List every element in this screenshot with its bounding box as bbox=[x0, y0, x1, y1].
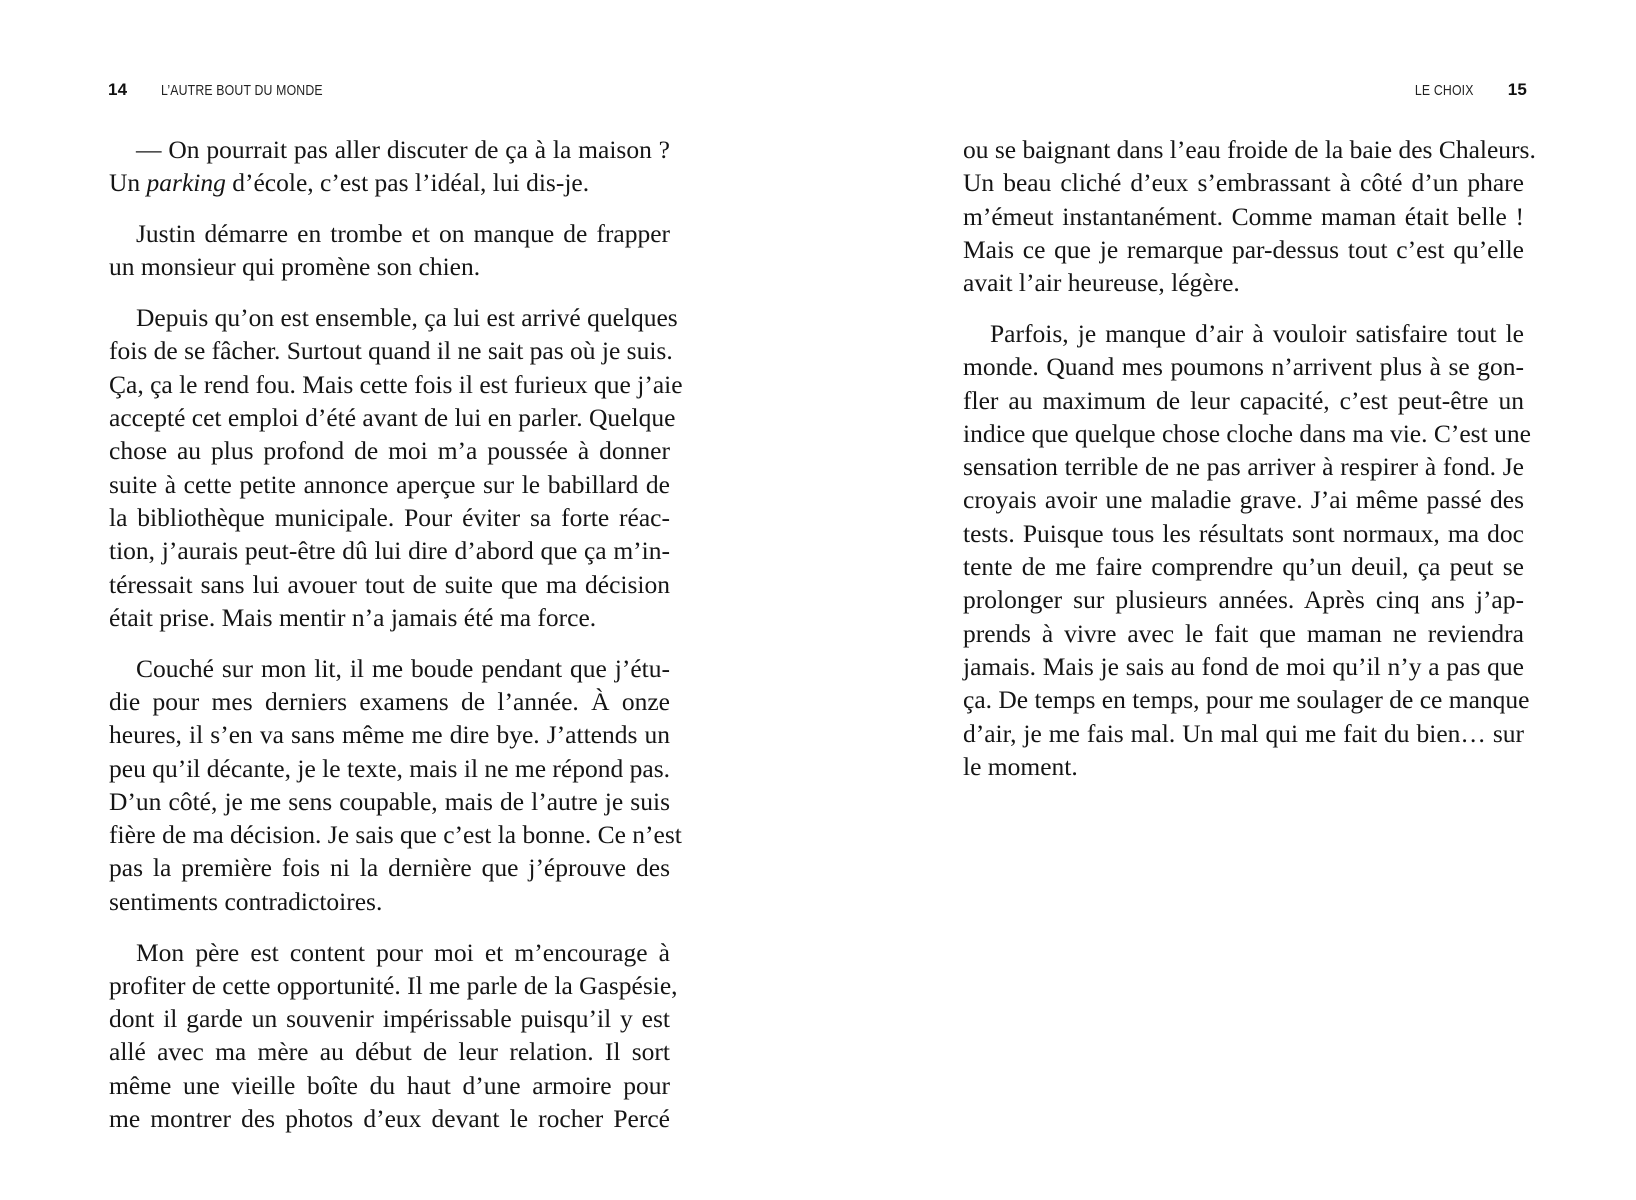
text-run: me montrer des photos d’eux devant le rocher Percé bbox=[109, 1104, 670, 1134]
text-line bbox=[963, 717, 1524, 750]
text-line bbox=[109, 936, 670, 969]
text-run: tion, j’aurais peut-être dû lui dire d’abord que ça m’in- bbox=[109, 536, 670, 566]
text-line bbox=[963, 550, 1524, 583]
text-run: fois de se fâcher. Surtout quand il ne sait pas où je suis. bbox=[109, 336, 673, 366]
text-run: jamais. Mais je sais au fond de moi qu’il n’y a pas que bbox=[963, 651, 1524, 681]
text-line bbox=[109, 685, 670, 718]
text-line bbox=[109, 166, 670, 199]
text-run: Mon père est content pour moi et m’encourage à bbox=[136, 937, 670, 967]
text-line bbox=[109, 1035, 670, 1068]
text-run: fière de ma décision. Je sais que c’est la bonne. Ce n’est bbox=[109, 820, 682, 850]
text-run: d’air, je me fais mal. Un mal qui me fait du bien… sur bbox=[963, 718, 1524, 748]
text-run: Depuis qu’on est ensemble, ça lui est arrivé quelques bbox=[136, 303, 678, 333]
text-line bbox=[109, 969, 678, 1002]
page-number: 14 bbox=[108, 80, 128, 99]
text-line bbox=[963, 417, 1531, 450]
text-line bbox=[109, 1069, 670, 1102]
text-run: tente de me faire comprendre qu’un deuil, ça peut se bbox=[963, 552, 1524, 582]
text-line bbox=[109, 718, 670, 751]
text-line bbox=[109, 601, 670, 634]
paragraph bbox=[963, 317, 1531, 783]
text-line bbox=[963, 617, 1524, 650]
text-run: chose au plus profond de moi m’a poussée à donner bbox=[109, 436, 670, 466]
text-line bbox=[109, 752, 670, 785]
text-run: dont il garde un souvenir impérissable puisqu’il y est bbox=[109, 1004, 670, 1034]
text-run: suite à cette petite annonce aperçue sur le babillard de bbox=[109, 469, 670, 499]
text-run: d’école, c’est pas l’idéal, lui dis-je. bbox=[225, 168, 590, 198]
text-run: allé avec ma mère au début de leur relation. Il sort bbox=[109, 1037, 670, 1067]
text-run: téressait sans lui avouer tout de suite que ma décision bbox=[109, 569, 670, 599]
text-line bbox=[963, 384, 1524, 417]
text-line bbox=[963, 650, 1524, 683]
text-run: pas la première fois ni la dernière que j’éprouve des bbox=[109, 853, 670, 883]
text-run: sensation terrible de ne pas arriver à respirer à fond. Je bbox=[963, 452, 1524, 482]
paragraph bbox=[109, 936, 678, 1136]
text-line bbox=[109, 434, 670, 467]
text-run: était prise. Mais mentir n’a jamais été ma force. bbox=[109, 602, 597, 632]
text-run: prends à vivre avec le fait que maman ne reviendra bbox=[963, 618, 1524, 648]
text-run: tests. Puisque tous les résultats sont normaux, ma doc bbox=[963, 518, 1524, 548]
text-run: la bibliothèque municipale. Pour éviter sa forte réac- bbox=[109, 502, 670, 532]
text-line bbox=[109, 652, 670, 685]
paragraph bbox=[109, 133, 670, 200]
text-line bbox=[109, 851, 670, 884]
text-line bbox=[109, 885, 670, 918]
text-line bbox=[963, 200, 1524, 233]
text-line bbox=[963, 517, 1524, 550]
text-run: heures, il s’en va sans même me dire bye. J’attends un bbox=[109, 720, 670, 750]
text-line bbox=[109, 534, 670, 567]
text-line bbox=[963, 583, 1524, 616]
text-run: Un beau cliché d’eux s’embrassant à côté d’un phare bbox=[963, 168, 1524, 198]
text-line bbox=[109, 334, 673, 367]
text-run: monde. Quand mes poumons n’arrivent plus à se gon- bbox=[963, 352, 1524, 382]
text-line bbox=[109, 1002, 670, 1035]
text-run: die pour mes derniers examens de l’année. À onze bbox=[109, 686, 670, 716]
text-line bbox=[109, 368, 683, 401]
paragraph bbox=[109, 301, 683, 634]
paragraph bbox=[109, 217, 670, 284]
text-line bbox=[109, 133, 670, 166]
text-line bbox=[109, 785, 670, 818]
left-page-body-text bbox=[109, 133, 683, 1135]
text-run: indice que quelque chose cloche dans ma vie. C’est une bbox=[963, 418, 1531, 448]
text-run: un monsieur qui promène son chien. bbox=[109, 252, 481, 282]
chapter-title-header: LE CHOIX bbox=[1414, 81, 1474, 99]
text-line bbox=[963, 133, 1536, 166]
text-run: Un bbox=[109, 168, 147, 198]
text-line bbox=[109, 1102, 670, 1135]
right-page-body-text bbox=[963, 133, 1536, 783]
text-line bbox=[109, 501, 670, 534]
text-line bbox=[109, 301, 678, 334]
text-line bbox=[963, 266, 1524, 299]
paragraph bbox=[963, 133, 1536, 299]
book-title-header: L’AUTRE BOUT DU MONDE bbox=[161, 81, 324, 99]
text-line bbox=[963, 166, 1524, 199]
text-run: ou se baignant dans l’eau froide de la baie des Chaleurs. bbox=[963, 135, 1536, 164]
text-run: peu qu’il décante, je le texte, mais il ne me répond pas. bbox=[109, 753, 670, 783]
text-line bbox=[109, 818, 682, 851]
text-run: même une vieille boîte du haut d’une armoire pour bbox=[109, 1070, 670, 1100]
text-line bbox=[963, 350, 1524, 383]
paragraph bbox=[109, 652, 682, 918]
text-run: croyais avoir une maladie grave. J’ai même passé des bbox=[963, 485, 1524, 515]
text-run: Couché sur mon lit, il me boude pendant que j’étu- bbox=[136, 653, 670, 683]
text-line bbox=[963, 317, 1524, 350]
text-run: fler au maximum de leur capacité, c’est peut-être un bbox=[963, 385, 1524, 415]
text-run: prolonger sur plusieurs années. Après cinq ans j’ap- bbox=[963, 585, 1524, 615]
text-line bbox=[109, 568, 670, 601]
text-run: accepté cet emploi d’été avant de lui en parler. Quelque bbox=[109, 403, 676, 433]
left-running-head bbox=[108, 78, 359, 102]
text-run: avait l’air heureuse, légère. bbox=[963, 268, 1240, 298]
text-line bbox=[109, 217, 670, 250]
text-run: Justin démarre en trombe et on manque de frapper bbox=[136, 219, 670, 249]
text-run: m’émeut instantanément. Comme maman était belle ! bbox=[963, 201, 1524, 231]
text-run: sentiments contradictoires. bbox=[109, 886, 383, 916]
italic-text: parking bbox=[146, 168, 226, 198]
text-line bbox=[109, 401, 676, 434]
text-run: Ça, ça le rend fou. Mais cette fois il est furieux que j’aie bbox=[109, 369, 683, 399]
text-line bbox=[963, 233, 1524, 266]
text-line bbox=[963, 750, 1524, 783]
text-line bbox=[109, 468, 670, 501]
page-number: 15 bbox=[1507, 80, 1527, 99]
text-line bbox=[109, 250, 670, 283]
text-line bbox=[963, 450, 1524, 483]
text-line bbox=[963, 683, 1530, 716]
text-run: Mais ce que je remarque par-dessus tout c’est qu’elle bbox=[963, 234, 1524, 264]
text-run: Parfois, je manque d’air à vouloir satisfaire tout le bbox=[990, 318, 1524, 348]
text-run: — On pourrait pas aller discuter de ça à la maison ? bbox=[136, 135, 670, 164]
right-running-head bbox=[1402, 78, 1527, 102]
text-line bbox=[963, 483, 1524, 516]
text-run: ça. De temps en temps, pour me soulager de ce manque bbox=[963, 685, 1530, 715]
right-page bbox=[818, 0, 1636, 1200]
text-run: profiter de cette opportunité. Il me parle de la Gaspésie, bbox=[109, 970, 678, 1000]
text-run: D’un côté, je me sens coupable, mais de l’autre je suis bbox=[109, 786, 670, 816]
text-run: le moment. bbox=[963, 751, 1078, 781]
